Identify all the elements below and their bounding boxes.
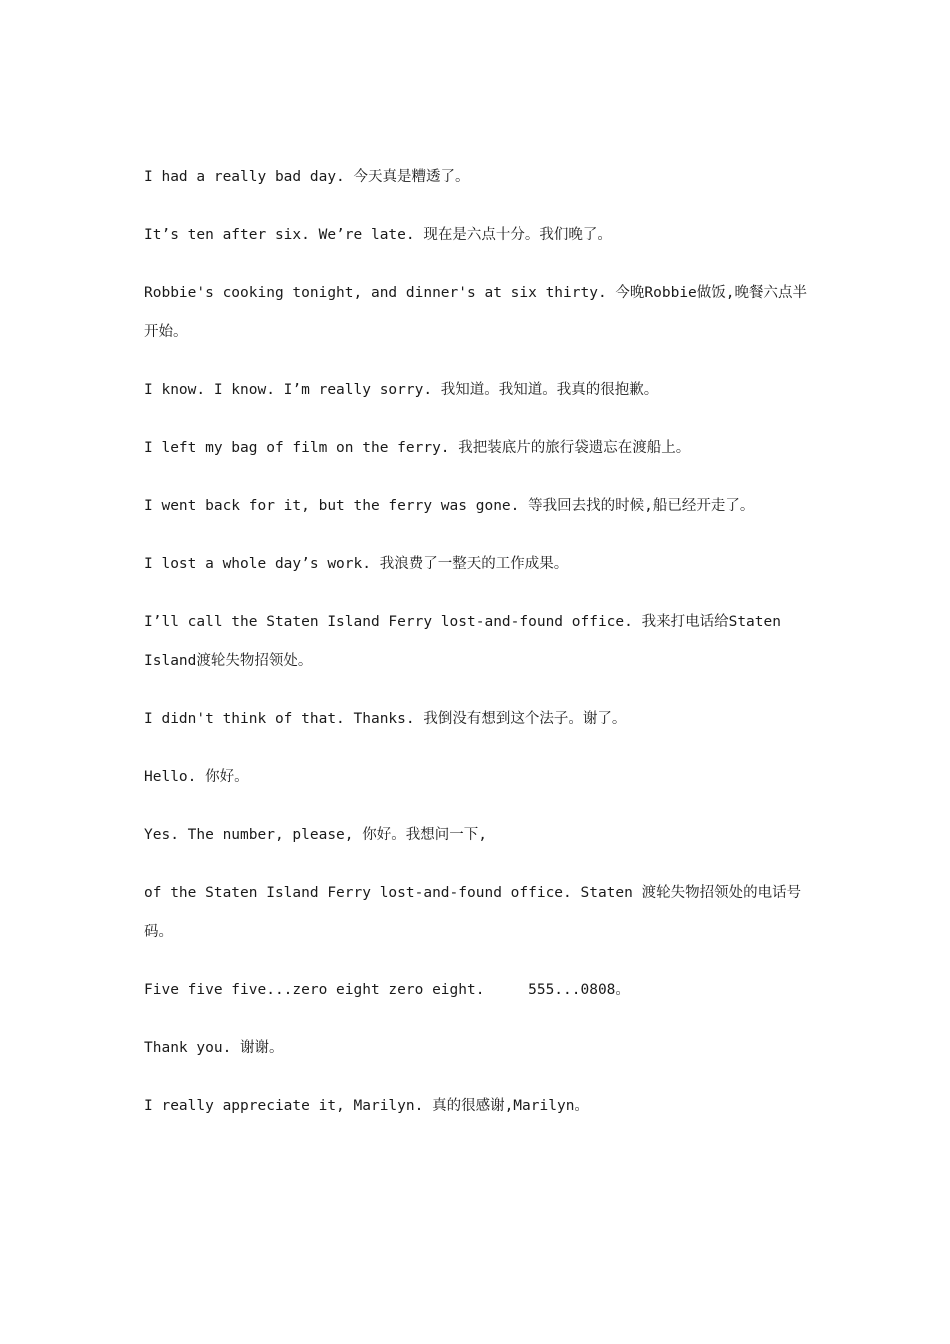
dialogue-line-6: I went back for it, but the ferry was gone. 等我回去找的时候,船已经开走了。 [144, 498, 755, 514]
dialogue-line-13: Five five five...zero eight zero eight. 555...0808。 [144, 982, 630, 998]
dialogue-text [144, 158, 814, 1145]
dialogue-line-10: Hello. 你好。 [144, 769, 249, 785]
dialogue-line-14: Thank you. 谢谢。 [144, 1040, 284, 1056]
dialogue-line-2: It’s ten after six. We’re late. 现在是六点十分。我们晚了。 [144, 227, 612, 243]
dialogue-line-7: I lost a whole day’s work. 我浪费了一整天的工作成果。 [144, 556, 569, 572]
dialogue-line-5: I left my bag of film on the ferry. 我把装底片的旅行袋遗忘在渡船上。 [144, 440, 691, 456]
dialogue-line-9: I didn't think of that. Thanks. 我倒没有想到这个法子。谢了。 [144, 711, 627, 727]
dialogue-line-11: Yes. The number, please, 你好。我想问一下, [144, 827, 487, 843]
dialogue-line-8: I’ll call the Staten Island Ferry lost-and-found office. 我来打电话给Staten Island渡轮失物招领处。 [144, 614, 781, 669]
dialogue-line-4: I know. I know. I’m really sorry. 我知道。我知道。我真的很抱歉。 [144, 382, 659, 398]
dialogue-line-3: Robbie's cooking tonight, and dinner's at six thirty. 今晚Robbie做饭,晚餐六点半开始。 [144, 285, 808, 340]
dialogue-line-1: I had a really bad day. 今天真是糟透了。 [144, 169, 470, 185]
dialogue-line-15: I really appreciate it, Marilyn. 真的很感谢,Marilyn。 [144, 1098, 589, 1114]
dialogue-line-12: of the Staten Island Ferry lost-and-found office. Staten 渡轮失物招领处的电话号码。 [144, 885, 802, 940]
